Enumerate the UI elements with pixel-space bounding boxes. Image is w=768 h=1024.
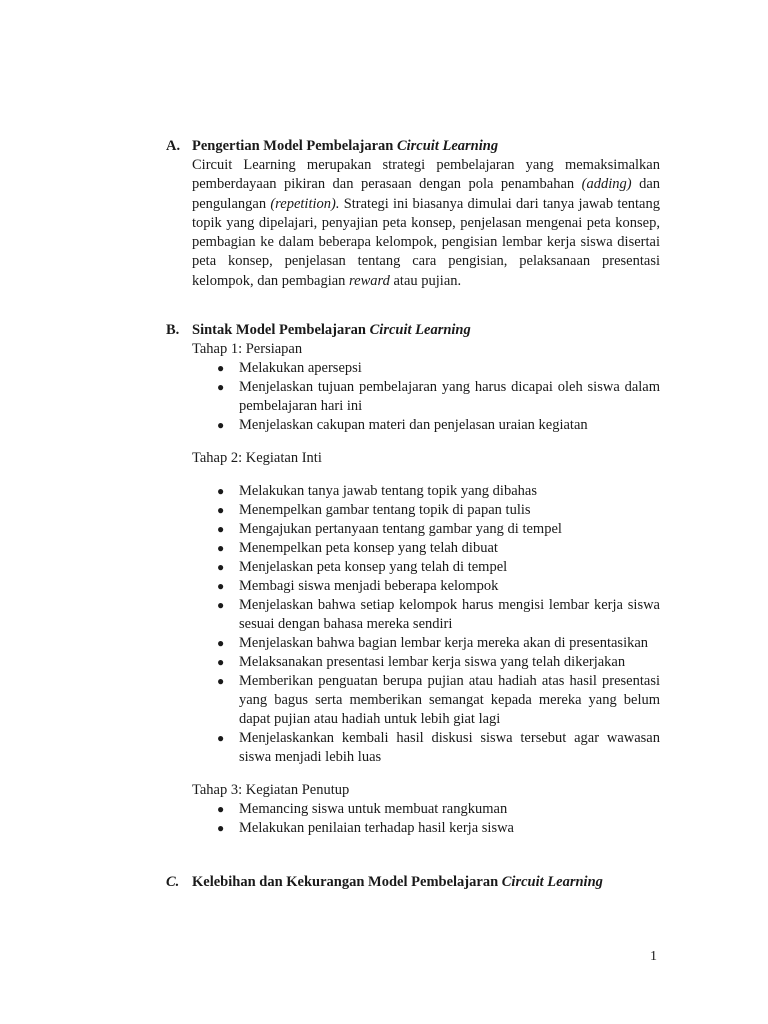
bullet-icon: ● [217, 636, 225, 650]
list-item: ● Menjelaskan cakupan materi dan penjelasan uraian kegiatan [217, 417, 588, 433]
bullet-icon: ● [217, 598, 225, 612]
stage-2-label: Tahap 2: Kegiatan Inti [192, 450, 322, 466]
bullet-icon: ● [217, 802, 225, 816]
list-item: ● Melakukan penilaian terhadap hasil kerja siswa [217, 820, 514, 836]
bullet-icon: ● [217, 361, 225, 375]
stage-1-list [214, 359, 660, 435]
section-b-title: Sintak Model Pembelajaran Circuit Learning [192, 322, 471, 338]
list-item: ● Menempelkan peta konsep yang telah dibuat [217, 540, 498, 556]
bullet-icon: ● [217, 541, 225, 555]
list-item: ● Membagi siswa menjadi beberapa kelompok [217, 578, 499, 594]
list-item: ● Melakukan apersepsi [217, 360, 362, 376]
bullet-icon: ● [217, 560, 225, 574]
list-item: ● Menjelaskan tujuan pembelajaran yang harus dicapai oleh siswa dalam pembelajaran hari ini [217, 379, 660, 414]
section-a-paragraph: Circuit Learning merupakan strategi pembelajaran yang memaksimalkan pemberdayaan pikiran dan perasaan dengan pola penambahan (adding) dan pengulangan (repetition). Strategi ini biasanya dimulai dari tanya jawab tentang topik yang dipelajari, penyajian peta konsep, penjelasan mengenai peta konsep, pembagian ke dalam beberapa kelompok, pengisian lembar kerja siswa disertai peta konsep, penjelasan tentang cara pengisian, pelaksanaan presentasi kelompok, dan pembagian reward atau pujian. [192, 157, 660, 289]
section-c [166, 873, 660, 892]
stage-1-label: Tahap 1: Persiapan [192, 341, 303, 357]
stage-2-list [214, 482, 660, 767]
bullet-icon: ● [217, 821, 225, 835]
list-item: ● Melaksanakan presentasi lembar kerja siswa yang telah dikerjakan [217, 654, 626, 670]
bullet-icon: ● [217, 655, 225, 669]
bullet-icon: ● [217, 484, 225, 498]
list-item: ● Melakukan tanya jawab tentang topik yang dibahas [217, 483, 537, 499]
bullet-icon: ● [217, 522, 225, 536]
bullet-icon: ● [217, 418, 225, 432]
bullet-icon: ● [217, 731, 225, 745]
section-c-title: Kelebihan dan Kekurangan Model Pembelajaran Circuit Learning [192, 874, 603, 890]
list-item: ● Mengajukan pertanyaan tentang gambar yang di tempel [217, 521, 562, 537]
section-b-marker: B. [166, 322, 180, 338]
stage-3-label: Tahap 3: Kegiatan Penutup [192, 782, 350, 798]
list-item: ● Menempelkan gambar tentang topik di papan tulis [217, 502, 531, 518]
list-item: ● Menjelaskan peta konsep yang telah di tempel [217, 559, 508, 575]
section-c-heading [166, 873, 660, 892]
section-a-marker: A. [166, 138, 181, 154]
list-item: ● Menjelaskan bahwa bagian lembar kerja mereka akan di presentasikan [217, 635, 649, 651]
section-a-heading [166, 137, 660, 156]
list-item: ● Memberikan penguatan berupa pujian atau hadiah atas hasil presentasi yang bagus serta memberikan semangat kepada mereka yang belum dapat pujian atau hadiah untuk lebih giat lagi [217, 673, 660, 727]
list-item: ● Memancing siswa untuk membuat rangkuman [217, 801, 508, 817]
section-b [166, 321, 660, 838]
bullet-icon: ● [217, 380, 225, 394]
section-a [166, 137, 660, 291]
section-b-heading [166, 321, 660, 340]
stage-3-list [214, 800, 660, 838]
bullet-icon: ● [217, 503, 225, 517]
list-item: ● Menjelaskankan kembali hasil diskusi siswa tersebut agar wawasan siswa menjadi lebih luas [217, 730, 660, 765]
list-item: ● Menjelaskan bahwa setiap kelompok harus mengisi lembar kerja siswa sesuai dengan bahasa mereka sendiri [217, 597, 660, 632]
bullet-icon: ● [217, 674, 225, 688]
section-c-marker: C. [166, 874, 180, 890]
page-number: 1 [650, 949, 657, 964]
bullet-icon: ● [217, 579, 225, 593]
section-a-title: Pengertian Model Pembelajaran Circuit Learning [192, 138, 499, 154]
